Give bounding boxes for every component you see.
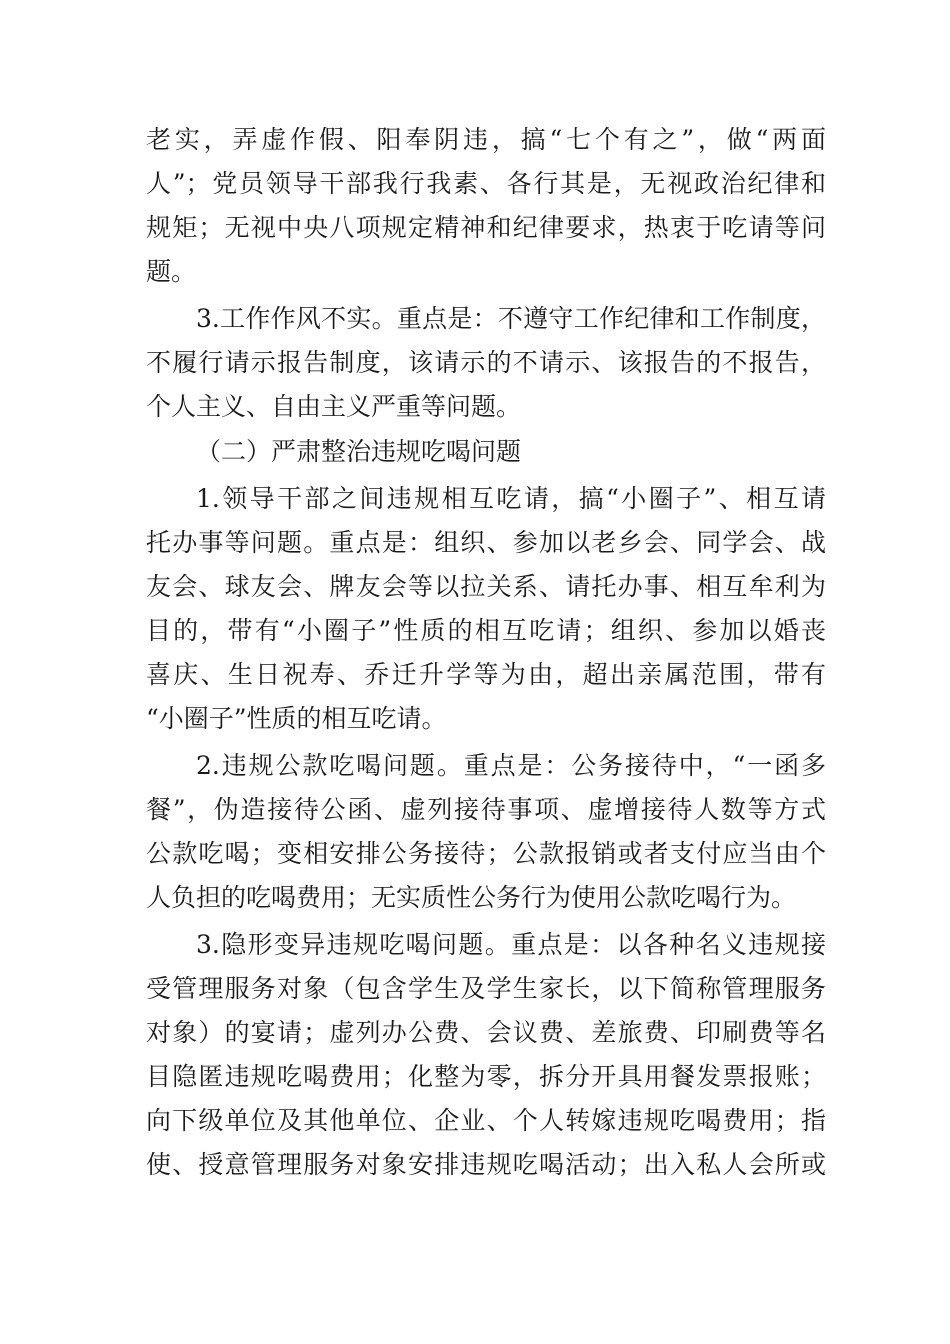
- paragraph-line: 个人主义、自由主义严重等问题。: [146, 392, 522, 421]
- paragraph-line: 规矩；无视中央八项规定精神和纪律要求，热衷于吃请等问: [146, 213, 826, 242]
- paragraph-line: 老实，弄虚作假、阳奉阴违，搞“七个有之”，做“两面: [146, 125, 826, 154]
- paragraph-line: 向下级单位及其他单位、企业、个人转嫁违规吃喝费用；指: [146, 1106, 826, 1135]
- paragraph-line: 目隐匿违规吃喝费用；化整为零，拆分开具用餐发票报账；: [146, 1062, 826, 1091]
- paragraph-line: 目的，带有“小圈子”性质的相互吃请；组织、参加以婚丧: [146, 616, 826, 645]
- paragraph-line: 人负担的吃喝费用；无实质性公务行为使用公款吃喝行为。: [146, 883, 797, 912]
- paragraph-first-line: 2.违规公款吃喝问题。重点是：公务接待中，“一函多: [196, 751, 826, 780]
- paragraph-line: 友会、球友会、牌友会等以拉关系、请托办事、相互牟利为: [146, 572, 826, 601]
- paragraph-line: 公款吃喝；变相安排公务接待；公款报销或者支付应当由个: [146, 839, 826, 868]
- paragraph-line: 餐”，伪造接待公函、虚列接待事项、虚增接待人数等方式: [146, 795, 826, 824]
- paragraph-line: 人”；党员领导干部我行我素、各行其是，无视政治纪律和: [146, 169, 826, 198]
- section-heading: （二）严肃整治违规吃喝问题: [196, 437, 522, 466]
- paragraph-first-line: 3.工作作风不实。重点是：不遵守工作纪律和工作制度，: [196, 304, 826, 333]
- paragraph-line: 题。: [146, 257, 197, 286]
- paragraph-line: 不履行请示报告制度，该请示的不请示、该报告的不报告，: [146, 348, 826, 377]
- paragraph-line: 托办事等问题。重点是：组织、参加以老乡会、同学会、战: [146, 528, 826, 557]
- paragraph-line: 受管理服务对象（包含学生及学生家长，以下简称管理服务: [146, 974, 826, 1003]
- paragraph-first-line: 1.领导干部之间违规相互吃请，搞“小圈子”、相互请: [196, 484, 826, 513]
- paragraph-line: 对象）的宴请；虚列办公费、会议费、差旅费、印刷费等名: [146, 1018, 826, 1047]
- paragraph-line: 喜庆、生日祝寿、乔迁升学等为由，超出亲属范围，带有: [146, 660, 826, 689]
- paragraph-line: 使、授意管理服务对象安排违规吃喝活动；出入私人会所或: [146, 1150, 826, 1179]
- paragraph-first-line: 3.隐形变异违规吃喝问题。重点是：以各种名义违规接: [196, 930, 826, 959]
- paragraph-line: “小圈子”性质的相互吃请。: [146, 704, 447, 733]
